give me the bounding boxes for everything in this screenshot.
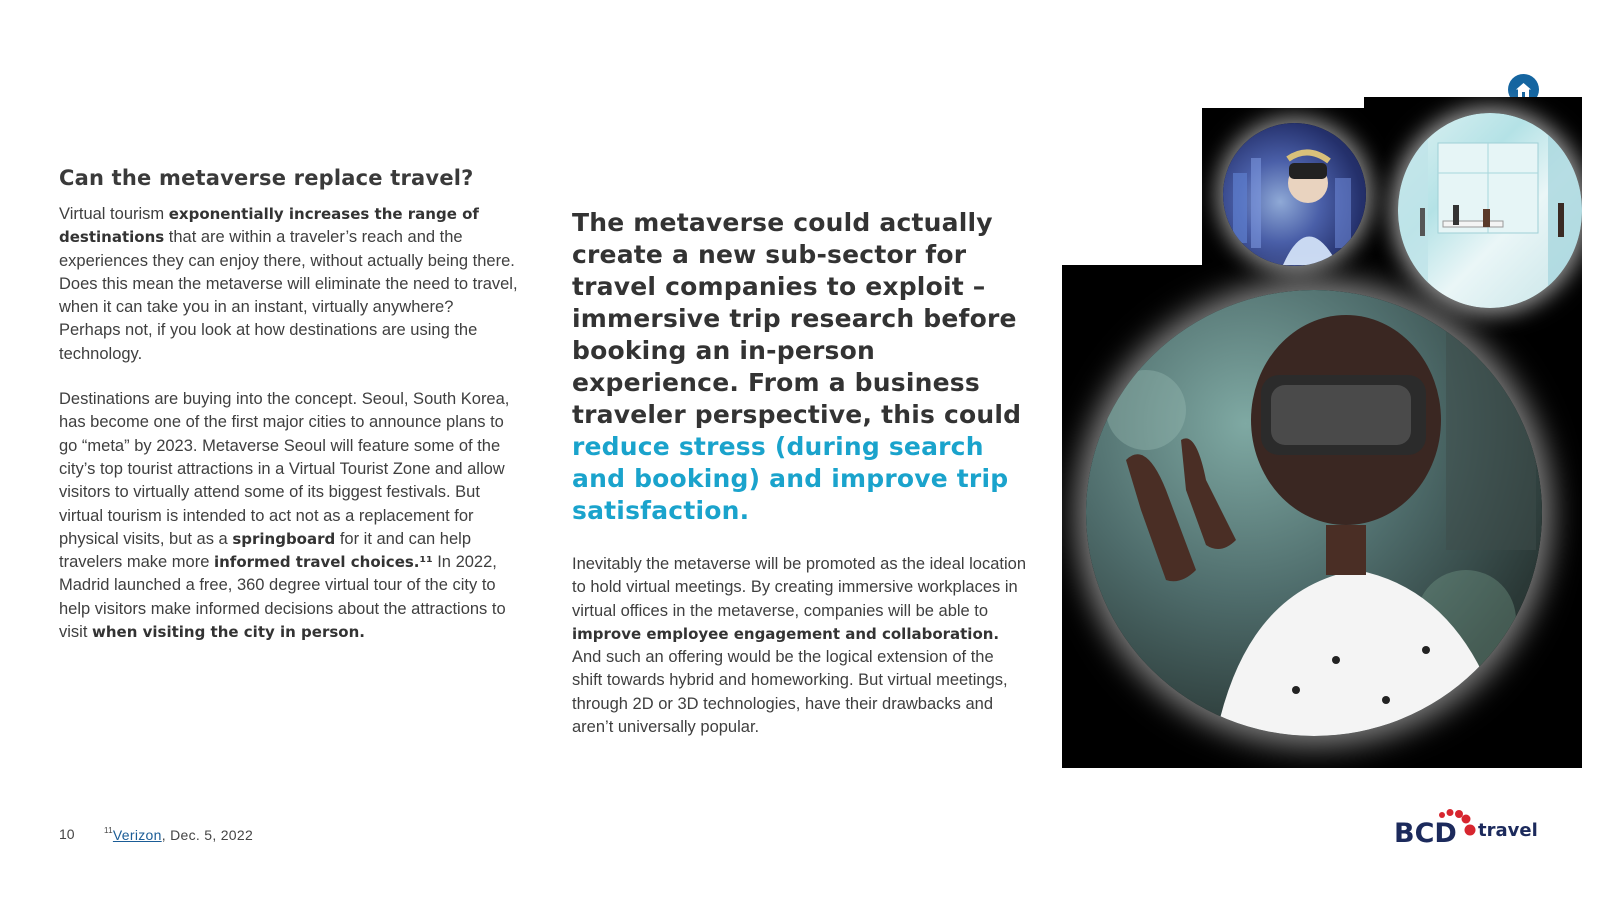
logo-travel-text: travel (1478, 820, 1538, 841)
footnote-marker: 11 (104, 826, 113, 835)
text-run: Virtual tourism (59, 205, 169, 223)
footnote (104, 826, 253, 843)
text-run: that are within a traveler’s reach and the experiences they can enjoy there, without actually being there. Does this mean the metaverse will eliminate the need to travel, when it can take you in an instant, virtually anywhere? Perhaps not, if you look at how destinations are using the technology. (59, 228, 518, 363)
pull-quote-highlight: reduce stress (during search and booking) and improve trip satisfaction. (572, 432, 1009, 525)
section-heading: Can the metaverse replace travel? (59, 166, 474, 190)
paragraph-virtual-meetings (572, 553, 1027, 739)
bcd-travel-logo-mark (1394, 809, 1541, 845)
vr-city-illustration (1223, 123, 1366, 266)
bold-phrase: improve employee engagement and collaboration. (572, 624, 1000, 643)
bold-phrase: springboard (232, 529, 336, 548)
footnote-date: , Dec. 5, 2022 (161, 827, 254, 843)
logo-bcd-text: BCD (1394, 818, 1457, 845)
text-run: In 2022, Madrid launched a free, 360 degree virtual tour of the city to help visitors make informed decisions about the attractions to visit (59, 553, 506, 642)
photo-collage (1062, 97, 1582, 768)
vr-headset-woman-illustration (1086, 290, 1542, 736)
text-run: Inevitably the metaverse will be promoted as the ideal location to hold virtual meetings. By creating immersive workplaces in virtual offices in the metaverse, companies will be able to (572, 555, 1026, 620)
bold-phrase: informed travel choices.¹¹ (213, 553, 433, 572)
footnote-source-link[interactable]: Verizon (112, 827, 162, 843)
vr-headset-woman-photo (1086, 290, 1542, 736)
bcd-travel-logo (1394, 809, 1541, 845)
bold-phrase: when visiting the city in person. (92, 623, 365, 642)
pull-quote (572, 207, 1027, 527)
vr-city-photo (1223, 123, 1366, 266)
home-icon (1515, 82, 1532, 98)
paragraph-destinations (59, 388, 519, 644)
bold-phrase: exponentially increases the range of destinations (59, 205, 479, 247)
virtual-office-illustration (1398, 113, 1582, 308)
text-run: And such an offering would be the logical extension of the shift towards hybrid and homeworking. But virtual meetings, through 2D or 3D technologies, have their drawbacks and aren’t universally popular. (572, 648, 1008, 737)
text-run: Destinations are buying into the concept. Seoul, South Korea, has become one of the first major cities to announce plans to go “meta” by 2023. Metaverse Seoul will feature some of the city’s top tourist attractions in a Virtual Tourist Zone and allow visitors to virtually attend some of its biggest festivals. But virtual tourism is intended to act not as a replacement for physical visits, but as a (59, 390, 510, 548)
page-number: 10 (59, 826, 75, 842)
text-run: for it and can help travelers make more (59, 529, 472, 572)
left-column (59, 166, 519, 644)
pull-quote-main: The metaverse could actually create a new sub-sector for travel companies to exploit – immersive trip research before booking an in-person experience. From a business traveler perspective, this could (572, 208, 1022, 429)
virtual-office-photo (1398, 113, 1582, 308)
paragraph-virtual-tourism (59, 203, 519, 366)
middle-column (572, 207, 1027, 739)
